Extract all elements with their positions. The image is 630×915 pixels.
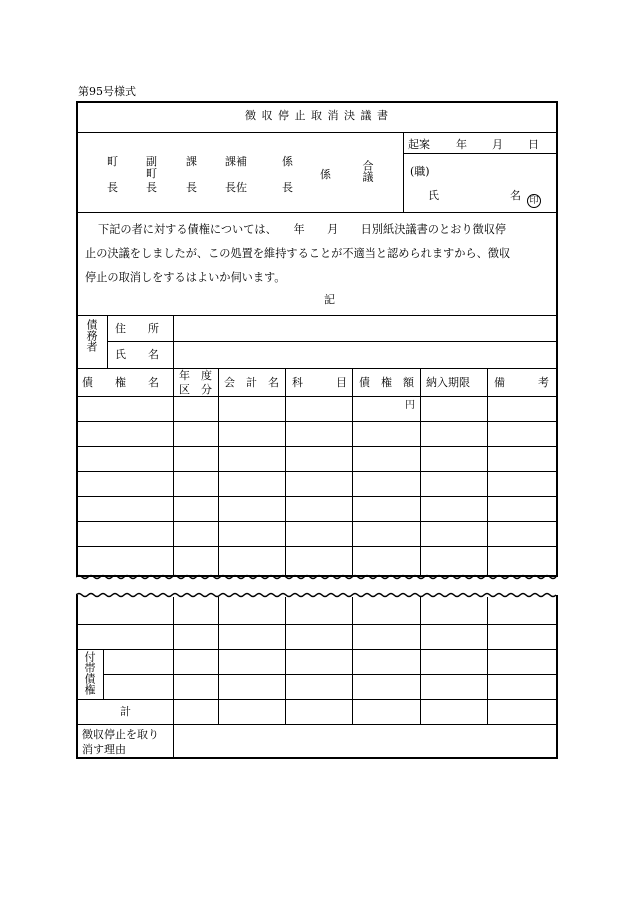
approver-4-bottom: 長佐 bbox=[225, 181, 247, 194]
kakari-label: 係 bbox=[320, 168, 331, 181]
body-line-2: 止の決議をしましたが、この処置を維持することが不適当と認められますから、徴収 bbox=[85, 247, 511, 260]
shi-label: 氏 bbox=[428, 189, 439, 202]
debtor-address-label: 住 所 bbox=[115, 322, 159, 335]
col-nendo-top: 年 度 bbox=[179, 369, 212, 382]
col-nendo-bottom: 区 分 bbox=[179, 383, 212, 396]
kian-month: 月 bbox=[492, 138, 503, 151]
reason-label-1: 徴収停止を取り bbox=[82, 728, 159, 741]
seal-icon: 印 bbox=[527, 188, 541, 208]
col-gaku: 債 権 額 bbox=[359, 376, 414, 389]
break-wave-top bbox=[76, 574, 559, 580]
body-line-1: 下記の者に対する債権については、 年 月 日別紙決議書のとおり徴収停 bbox=[98, 223, 507, 236]
col-biko: 備 考 bbox=[494, 376, 549, 389]
mei-label: 名 bbox=[510, 189, 521, 202]
kian-label: 起案 bbox=[408, 138, 430, 151]
approver-1-bottom: 長 bbox=[107, 181, 118, 194]
approver-5-top: 係 bbox=[282, 155, 293, 168]
approver-2-bottom: 長 bbox=[146, 181, 157, 194]
kei-label: 計 bbox=[120, 705, 131, 718]
futai-label: 付帯債権 bbox=[83, 651, 96, 695]
approver-1-top: 町 bbox=[107, 155, 118, 168]
aigi-label: 合議 bbox=[361, 160, 374, 182]
form-number: 第95号様式 bbox=[78, 85, 136, 98]
ki-label: 記 bbox=[324, 293, 335, 306]
shoku-label: (職) bbox=[410, 165, 430, 178]
col-kaikei: 会 計 名 bbox=[224, 376, 279, 389]
kian-year: 年 bbox=[456, 138, 467, 151]
debtor-name-label: 氏 名 bbox=[115, 348, 159, 361]
approver-3-top: 課 bbox=[186, 155, 197, 168]
approver-2-top: 副 bbox=[146, 155, 157, 168]
document-title: 徴 収 停 止 取 消 決 議 書 bbox=[245, 109, 389, 122]
approver-2-mid: 町 bbox=[146, 167, 157, 180]
approver-4-top: 課補 bbox=[225, 155, 247, 168]
yen-unit: 円 bbox=[405, 400, 415, 411]
col-kigen: 納入期限 bbox=[426, 376, 470, 389]
kian-day: 日 bbox=[528, 138, 539, 151]
body-line-3: 停止の取消しをするはよいか伺います。 bbox=[85, 271, 286, 284]
debtor-label: 債務者 bbox=[85, 319, 98, 352]
col-kamoku: 科 目 bbox=[292, 376, 347, 389]
approver-5-bottom: 長 bbox=[282, 181, 293, 194]
approver-3-bottom: 長 bbox=[186, 181, 197, 194]
col-saiken-mei: 債 権 名 bbox=[82, 376, 159, 389]
reason-label-2: 消す理由 bbox=[82, 743, 126, 756]
